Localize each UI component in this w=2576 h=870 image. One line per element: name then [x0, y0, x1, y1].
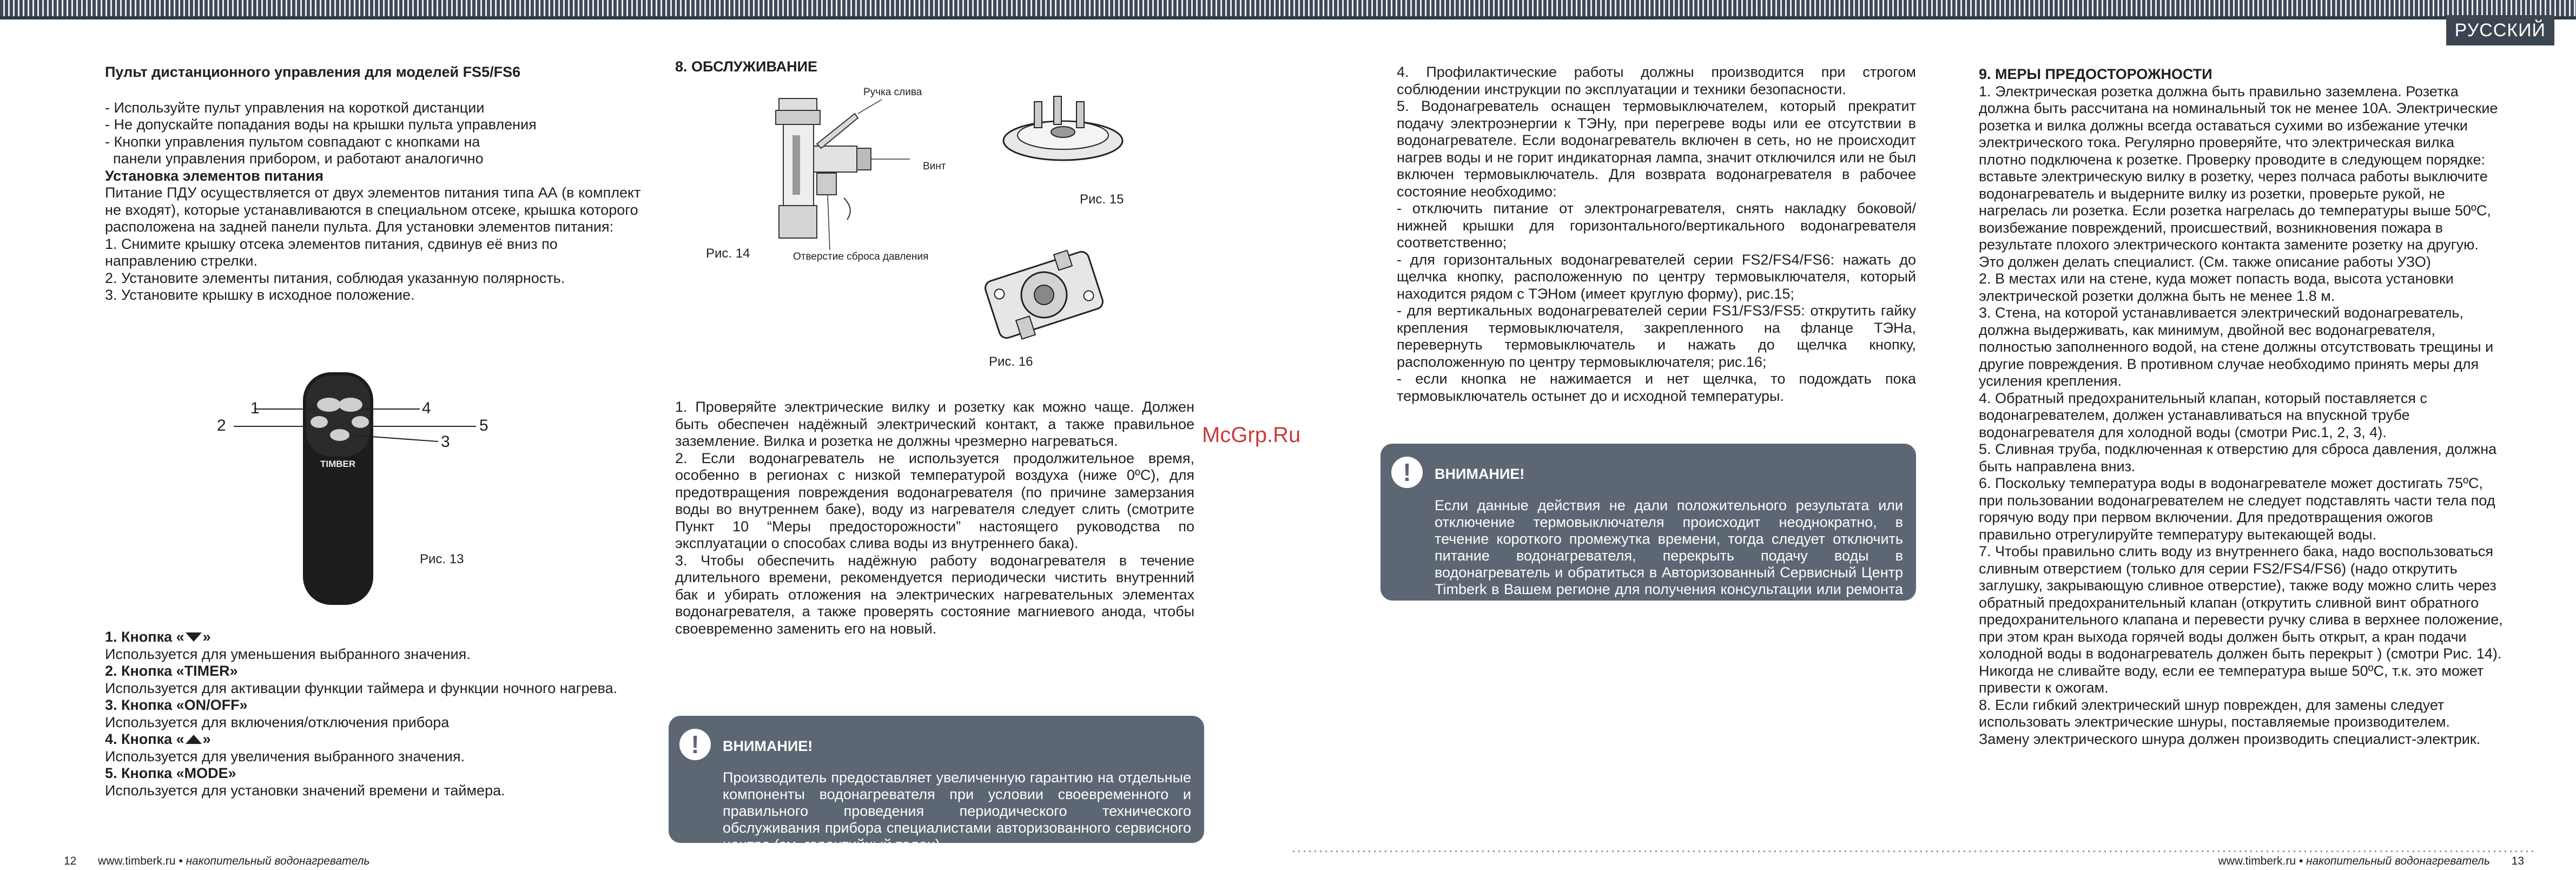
- install-step: 1. Снимите крышку отсека элементов питания, сдвинув её вниз по направлению стрелки.: [105, 235, 558, 269]
- callout-1: 1: [250, 399, 260, 417]
- precaution-item: 6. Поскольку температура воды в водонагревателе может достигать 75ºC, при пользовании водонагревателем не следует подставлять части тела под горячую воду при первом включении. Для предотвращения ожогов правильно отрегулируйте температуру вытекающей воды.: [1979, 475, 2495, 543]
- footer-dots: [1293, 851, 2537, 852]
- precaution-item: 2. В местах или на стене, куда может попасть вода, высота установки электрической розетки должна быть не менее 1.8 м.: [1979, 271, 2454, 304]
- thermostat-para: - отключить питание от электронагревателя, снять накладку боковой/нижней крышки для горизонтального/вертикального водонагревателя соответственно;: [1397, 200, 1916, 251]
- remote-brand: TIMBER: [320, 459, 356, 469]
- thermostat-para: 5. Водонагреватель оснащен термовыключателем, который прекратит подачу электроэнергии к ТЭНу, при перегреве воды или ее отсутствии в водонагревателе. Если водонагреватель включен в сеть, но не происходит нагрев воды и не горит индикаторная лампа, значит отключился или не был включен термовыключатель. Для возврата водонагревателя в рабочее состояние необходимо:: [1397, 98, 1916, 200]
- language-tab: РУССКИЙ: [2446, 15, 2554, 45]
- button-5-desc: Используется для установки значений времени и таймера.: [105, 782, 505, 799]
- watermark: McGrp.Ru: [1202, 423, 1301, 447]
- install-step: 2. Установите элементы питания, соблюдая указанную полярность.: [105, 269, 565, 286]
- warning-title: ВНИМАНИЕ!: [723, 738, 813, 754]
- warning-text: Производитель предоставляет увеличенную гарантию на отдельные компоненты водонагревателя при условии своевременного и правильного проведения периодического технического обслуживания прибора специалистами авторизованного сервисного центра (см. гарантийный талон).: [723, 769, 1191, 853]
- button-4-desc: Используется для увеличения выбранного значения.: [105, 748, 465, 764]
- fig15-caption: Рис. 15: [1080, 192, 1124, 207]
- footer-left: [64, 855, 370, 868]
- footer-right: [2218, 855, 2524, 868]
- footer-desc-right: • накопительный водонагреватель: [2296, 855, 2490, 867]
- footer-desc-left: • накопительный водонагреватель: [175, 855, 370, 867]
- thermostat-para: - для вертикальных водонагревателей серии FS1/FS3/FS5: открутить гайку крепления термовыключателя, закрепленного на фланце ТЭНа, перевернуть термовыключатель и нажать до щелчка кнопку, расположенную по центру термовыключателя; рис.16;: [1397, 302, 1916, 370]
- maintenance-para: 1. Проверяйте электрические вилку и розетку как можно чаще. Должен быть обеспечен надёжный электрический контакт, а также правильное заземление. Вилка и розетка не должны чрезмерно нагреваться.: [675, 399, 1194, 449]
- button-2-title: 2. Кнопка «TIMER»: [105, 663, 238, 679]
- precaution-item: 8. Если гибкий электрический шнур поврежден, для замены следует использовать электрические шнуры, поставляемые производителем. Замену электрического шнура должен производить специалист-электрик.: [1979, 696, 2481, 747]
- exclamation-icon: !: [1391, 457, 1423, 488]
- callout-3: 3: [441, 433, 450, 451]
- footer-site-right: www.timberk.ru: [2218, 855, 2296, 867]
- exclamation-icon: !: [679, 729, 711, 760]
- fig15-thermostat: [990, 92, 1136, 184]
- precaution-item: 3. Стена, на которой устанавливается электрический водонагреватель, должна выдерживать, как минимум, двойной вес водонагревателя, полностью заполненного водой, на стене должны отсутствовать трещины и другие повреждения. В противном случае необходимо принять меры для усиления крепления.: [1979, 305, 2494, 389]
- thermostat-para: 4. Профилактические работы должны производится при строгом соблюдении инструкции по эксплуатации и техники безопасности.: [1397, 64, 1916, 97]
- button-3-title: 3. Кнопка «ON/OFF»: [105, 697, 248, 713]
- thermostat-para: - для горизонтальных водонагревателей серии FS2/FS4/FS6: нажать до щелчка кнопку, расположенную по центру термовыключателя, который находится рядом с ТЭНом (имеет круглую форму), рис.15;: [1397, 251, 1916, 302]
- button-3-desc: Используется для включения/отключения прибора: [105, 714, 450, 730]
- button-1-desc: Используется для уменьшения выбранного значения.: [105, 645, 471, 662]
- warning-box-warranty: [669, 716, 1204, 853]
- footer-site-left: www.timberk.ru: [98, 855, 176, 867]
- maintenance-para: 3. Чтобы обеспечить надёжную работу водонагревателя в течение длительного времени, рекомендуется периодически чистить внутренний бак и убирать отложения на электрических нагревательных элементах водонагревателя, а также проверять состояние магниевого анода, чтобы своевременно заменить его на новый.: [675, 552, 1194, 637]
- bullet: - Не допускайте попадания воды на крышки пульта управления: [105, 116, 537, 133]
- precaution-item: 1. Электрическая розетка должна быть правильно заземлена. Розетка должна быть рассчитана на номинальный ток не менее 10А. Электрические розетка и вилка должны всегда оставаться сухими во избежание утечки электрического тока. Регулярно проверяйте, что электрическая вилка плотно подключена к розетке. Проверку проводите в следующем порядке: вставьте электрическую вилку в розетку, через полчаса работы выключите водонагреватель и выдерните вилку из розетки, проверьте рукой, не нагрелась ли розетка. Если розетка нагрелась до температуры выше 50ºC, воизбежание повреждений, происшествий, возникновения пожара в результате плохого электрического контакта замените розетку на другую. Это должен делать специалист. (См. также описание работы УЗО): [1979, 83, 2498, 270]
- precaution-item: 7. Чтобы правильно слить воду из внутреннего бака, надо воспользоваться сливным отверстием (только для серии FS2/FS4/FS6) (надо открутить заглушку, закрывающую сливное отверстие), также воду можно слить через обратный предохранительный клапан (открутить сливной винт обратного предохранительного клапана и перевести ручку слива в верхнее положение, при этом кран выхода горячей воды должен быть открыт, а кран подачи холодной воды в водонагреватель должен быть перекрыт ) (смотри Рис. 14). Никогда не сливайте воду, если ее температура выше 50ºC, т.к. это может привести к ожогам.: [1979, 543, 2503, 696]
- button-1-title: 1. Кнопка « »: [105, 629, 211, 645]
- fig14-caption: Рис. 14: [706, 246, 750, 261]
- warning-box-thermostat: [1381, 444, 1916, 614]
- remote-title: Пульт дистанционного управления для моделей FS5/FS6: [105, 64, 521, 80]
- maintenance-text: [675, 399, 1194, 637]
- install-title: Установка элементов питания: [105, 167, 324, 184]
- page-number-left: 12: [64, 855, 77, 867]
- button-2-desc: Используется для активации функции таймера и функции ночного нагрева.: [105, 680, 618, 696]
- precaution-item: 5. Сливная труба, подключенная к отверстию для сброса давления, должна быть направлена вниз.: [1979, 441, 2497, 474]
- fig16-caption: Рис. 16: [989, 354, 1033, 369]
- maintenance-para: 2. Если водонагреватель не используется продолжительное время, особенно в регионах с низкой температурой воздуха (ниже 0ºC), для предотвращения повреждения водонагревателя (по причине замерзания воды во внутреннем баке), воду из нагревателя следует слить (смотрите Пункт 10 “Меры предосторожности” настоящего руководства по эксплуатации о способах слива воды из внутреннего бака).: [675, 450, 1194, 551]
- fig14-label-screw: Винт: [923, 161, 946, 172]
- install-step: 3. Установите крышку в исходное положение.: [105, 287, 415, 303]
- page-number-right: 13: [2511, 855, 2524, 867]
- bullet: - Кнопки управления пультом совпадают с кнопками на: [105, 133, 480, 150]
- thermostat-text: [1397, 64, 1916, 405]
- install-text: Питание ПДУ осуществляется от двух элементов питания типа АА (в комплект не входят), которые устанавливаются в специальном отсеке, крышка которого расположена на задней панели пульта. Для установки элементов питания:: [105, 184, 641, 235]
- maintenance-title: 8. ОБСЛУЖИВАНИЕ: [675, 58, 818, 75]
- column-remote: [105, 64, 651, 304]
- button-list: [105, 629, 624, 799]
- fig16-thermostat: [979, 238, 1109, 352]
- precaution-item: 4. Обратный предохранительный клапан, который поставляется с водонагревателем, должен устанавливаться на впускной трубе водонагревателя для холодной воды (смотри Рис.1, 2, 3, 4).: [1979, 390, 2427, 440]
- callout-4: 4: [422, 399, 431, 417]
- fig14-label-hole: Отверстие сброса давления: [793, 251, 929, 262]
- callout-5: 5: [479, 417, 488, 434]
- header-stripe: [0, 0, 2576, 16]
- fig14-label-handle: Ручка слива: [863, 87, 922, 98]
- thermostat-para: - если кнопка не нажимается и нет щелчка, то подождать пока термовыключатель остынет до и исходной температуры.: [1397, 371, 1916, 404]
- button-5-title: 5. Кнопка «MODE»: [105, 765, 236, 781]
- warning-text: Если данные действия не дали положительного результата или отключение термовыключателя происходит неоднократно, в течение короткого промежутка времени, тогда следует отключить питание водонагревателя, перекрыть подачу воды в водонагреватель и обратиться в Авторизованный Сервисный Центр Timberk в Вашем регионе для получения консультации или ремонта изделия.: [1435, 497, 1903, 614]
- precautions-text: [1979, 66, 2504, 748]
- precautions-title: 9. МЕРЫ ПРЕДОСТОРОЖНОСТИ: [1979, 66, 2212, 82]
- bullet: - Используйте пульт управления на короткой дистанции: [105, 99, 485, 116]
- fig14-valve: [763, 92, 941, 260]
- button-4-title: 4. Кнопка « »: [105, 731, 211, 747]
- fig13-caption: Рис. 13: [420, 552, 464, 566]
- bullet: панели управления прибором, и работают аналогично: [105, 150, 484, 167]
- callout-2: 2: [217, 417, 226, 434]
- warning-title: ВНИМАНИЕ!: [1435, 466, 1525, 482]
